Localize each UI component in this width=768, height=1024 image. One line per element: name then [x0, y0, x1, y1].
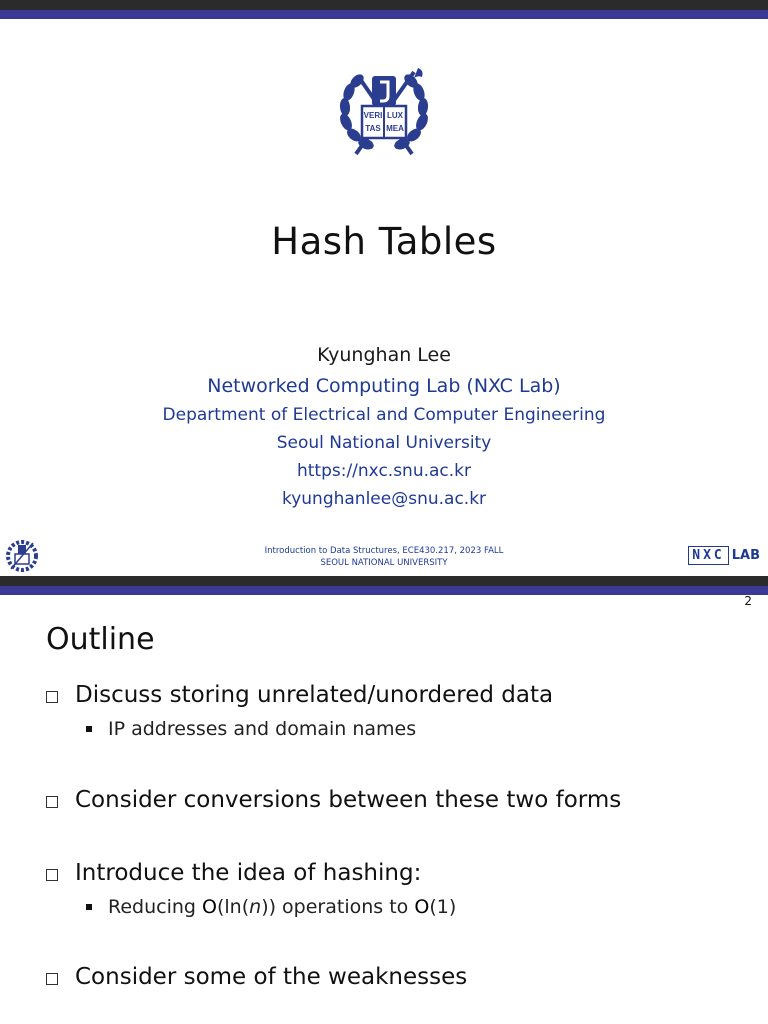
department: Department of Electrical and Computer Engineering [162, 405, 606, 425]
math-var: n [249, 896, 262, 918]
footer-course: Introduction to Data Structures, ECE430.217, 2023 FALL [264, 546, 504, 556]
nxc-logo-box [688, 546, 728, 565]
emblem-text-veri: VERI [363, 111, 383, 120]
bottom-dark-bar [0, 576, 768, 586]
slide2-top-blue-bar [0, 586, 768, 595]
sub-bullet-text: IP addresses and domain names [108, 718, 417, 740]
bullet-text: Introduce the idea of hashing: [75, 860, 422, 886]
nxc-lab-logo [688, 546, 760, 565]
big-o-symbol: O [414, 896, 430, 918]
top-dark-bar [0, 0, 768, 10]
hollow-square-bullet-icon [46, 973, 58, 985]
math-expr-2: (1) [429, 896, 457, 918]
snu-emblem-logo [336, 62, 432, 158]
page-number: 2 [744, 594, 752, 608]
bullet-text: Discuss storing unrelated/unordered data [75, 682, 554, 708]
hollow-square-bullet-icon [46, 869, 58, 881]
nxc-logo-lab: LAB [731, 548, 760, 563]
university: Seoul National University [276, 433, 492, 453]
filled-square-bullet-icon [86, 904, 92, 910]
outline-slide [0, 586, 768, 1024]
lab-name: Networked Computing Lab (NXC Lab) [207, 375, 561, 397]
bullet-text: Consider conversions between these two forms [75, 787, 622, 813]
website-link[interactable]: https://nxc.snu.ac.kr [296, 461, 472, 481]
hollow-square-bullet-icon [46, 796, 58, 808]
bullet-text: Consider some of the weaknesses [75, 964, 468, 990]
outline-title: Outline [46, 622, 155, 657]
emblem-text-lux: LUX [387, 111, 403, 120]
bullet-item [46, 860, 421, 886]
sub-bullet-item [86, 718, 416, 740]
emblem-text-mea: MEA [386, 124, 404, 133]
emblem-text-tas: TAS [365, 124, 381, 133]
top-blue-bar [0, 10, 768, 19]
hollow-square-bullet-icon [46, 691, 58, 703]
math-prefix: Reducing [108, 896, 203, 918]
footer-school: SEOUL NATIONAL UNIVERSITY [320, 558, 448, 568]
bullet-item [46, 964, 467, 990]
big-o-symbol: O [202, 896, 217, 918]
sub-bullet-item-complexity [86, 896, 456, 918]
author-name: Kyunghan Lee [317, 344, 451, 366]
bullet-item [46, 682, 553, 708]
filled-square-bullet-icon [86, 726, 92, 732]
math-expr-end: )) operations to [261, 896, 415, 918]
slide-title: Hash Tables [271, 220, 497, 263]
nxc-logo-text: NXC [692, 548, 725, 563]
math-expr: (ln( [216, 896, 250, 918]
bullet-item [46, 787, 621, 813]
email-link[interactable]: kyunghanlee@snu.ac.kr [281, 489, 487, 509]
